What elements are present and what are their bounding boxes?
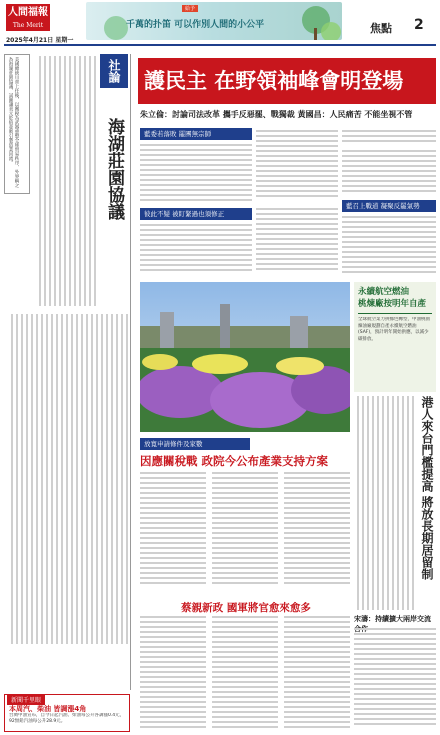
military-headline: 蔡親新政 國軍將官愈來愈多 [181, 602, 311, 614]
main-headline [138, 58, 436, 104]
news-box-title: 本周汽、柴油 皆調漲4角 [9, 705, 87, 713]
issue-date: 2025年4月21日 星期一 [6, 37, 74, 44]
story-body-1 [140, 144, 252, 204]
editorial [4, 54, 132, 690]
hk-story-body [354, 396, 414, 610]
story-body-5 [256, 208, 338, 276]
kicker-3: 藍召上戰道 凝聚反罷氣勢 [342, 200, 436, 212]
hk-story-head: 港人來台門檻提高 將放長期居留制 [420, 396, 434, 581]
banner-ad [86, 2, 342, 40]
military-body-2 [212, 616, 278, 732]
logo: 人間福報 [6, 4, 50, 21]
banner-slogan: 千萬的扑笛 可以作別人間的小公平 [126, 20, 265, 30]
editorial-body [34, 56, 96, 306]
tariff-body-3 [284, 472, 350, 590]
green-energy [354, 282, 436, 392]
editorial-box-text: 美國總統川普上任後，以關稅為武器重整全球貿易秩序，外界稱之為海湖莊園協議，試圖讓美元貶值並吸引製造業回流。 [8, 57, 19, 188]
news-box [4, 694, 130, 732]
green-energy-text: 全球航空業力拼綠色轉型，中油桃園煉油廠規劃自產永續航空燃油(SAF)，預計明年開始供應，以減少碳排放。 [358, 317, 430, 342]
editorial-title: 海湖莊園協議 [104, 118, 124, 220]
green-energy-divider [358, 313, 432, 314]
story-body-7 [342, 216, 436, 276]
news-box-text: 台灣中油宣布，自今日起汽油、柴油每公升各調漲0.4元，92無鉛汽油每公升28.9元。 [9, 713, 125, 724]
garden-illustration [140, 282, 350, 432]
news-box-header: 新聞千里眼 [7, 694, 45, 705]
masthead-rule [4, 44, 436, 46]
kicker-1: 藍委若落敗 罷團無宗師 [140, 128, 252, 140]
green-energy-title-2: 桃煉廠按明年自產 [358, 299, 427, 309]
headline-text: 護民主 在野領袖峰會明登場 [144, 68, 404, 93]
tariff-body-1 [140, 472, 206, 590]
banner-tag: 給予 [182, 5, 198, 12]
story-body-3 [342, 130, 436, 146]
hk-story [354, 396, 436, 610]
garden-photo [140, 282, 350, 432]
story-body-6 [342, 150, 436, 196]
section-name: 焦點 [370, 22, 392, 35]
tariff-kicker: 放寬申請條件及家數 [140, 438, 250, 450]
editorial-box [4, 54, 30, 194]
masthead [0, 0, 440, 48]
tariff-headline: 因應關稅戰 政院今公布產業支持方案 [140, 454, 329, 468]
sub-headline: 朱立倫：討論司法改革 攜手反惡罷、戰獨裁 黃國昌：人民痛苦 不能坐視不管 [140, 110, 413, 119]
editorial-divider [130, 54, 131, 690]
green-energy-title-1: 永續航空燃油 [358, 287, 410, 297]
story-body-2 [256, 130, 338, 204]
military-body-1 [140, 616, 206, 732]
kicker-2: 彼此不疑 被盯緊過也須修正 [140, 208, 252, 220]
military-body-3 [284, 616, 350, 732]
editorial-tag: 社論 [100, 54, 128, 88]
song-story-head: 宋濤：持續擴大兩岸交流 [354, 615, 431, 623]
song-story-body [354, 628, 436, 732]
logo-en: The Merit Times [6, 21, 50, 31]
tariff-body-2 [212, 472, 278, 590]
page-number: 2 [414, 17, 424, 33]
editorial-body-lower [4, 314, 128, 644]
story-body-4 [140, 224, 252, 276]
